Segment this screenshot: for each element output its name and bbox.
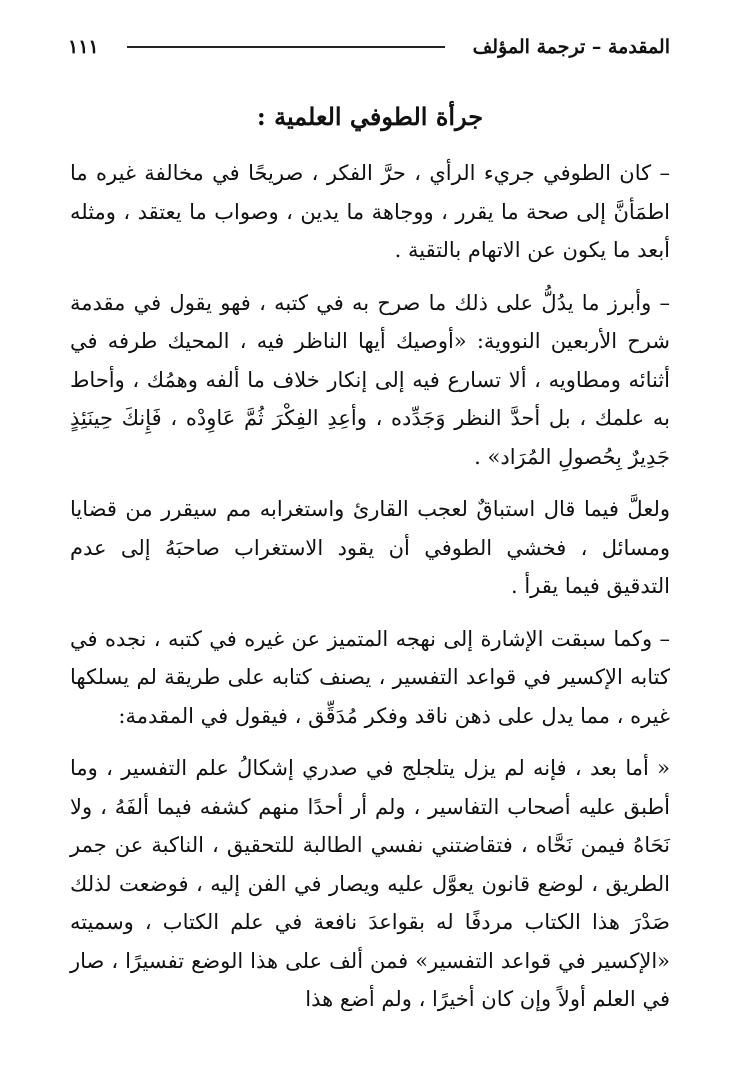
paragraph: – وكما سبقت الإشارة إلى نهجه المتميز عن غيره في كتبه ، نجده في كتابه الإكسير في قواعد التفسير ، يصنف كتابه على طريقة لم يسلكها غيره ، مما يدل على ذهن ناقد وفكر مُدَقِّق ، فيقول في المقدمة:: [70, 626, 670, 728]
section-heading: جرأة الطوفي العلمية :: [256, 102, 484, 131]
header-rule: [127, 46, 445, 48]
page-header: [68, 30, 670, 64]
running-title: المقدمة – ترجمة المؤلف: [472, 36, 670, 58]
paragraph: ولعلَّ فيما قال استباقٌ لعجب القارئ واستغرابه مم سيقرر من قضايا ومسائل ، فخشي الطوفي أن يقود الاستغراب صاحبَهُ إلى عدم التدقيق فيما يقرأ .: [70, 497, 670, 598]
page-number: ١١١: [68, 36, 99, 58]
paragraph: – وأبرز ما يدُلُّ على ذلك ما صرح به في كتبه ، فهو يقول في مقدمة شرح الأربعين النووية: «أوصيك أيها الناظر فيه ، المحيك طرفه في أثنائه ومطاويه ، ألا تسارع فيه إلى إنكار خلاف ما ألفه وهمُك ، وأحاط به علمك ، بل أحدَّ النظر وَجَدِّده ، وأعِدِ الفِكْرَ ثُمَّ عَاوِدْه ، فَإِنكَ حِينَئِذٍ جَدِيرٌ بِحُصولِ المُرَاد» .: [70, 290, 670, 469]
body-text: [70, 154, 670, 1033]
quoted-paragraph: « أما بعد ، فإنه لم يزل يتلجلج في صدري إشكالُ علم التفسير ، وما أطبق عليه أصحاب التفاسير ، ولم أر أحدًا منهم كشفه فيما ألفَهُ ، ولا نَحَاهُ فيمن نَحَّاه ، فتقاضتني نفسي الطالبة للتحقيق ، الناكبة عن جمر الطريق ، لوضع قانون يعوَّل عليه ويصار في الفن إليه ، فوضعت لذلك صَدْرَ هذا الكتاب مردفًا له بقواعدَ نافعة في علم الكتاب ، وسميته «الإكسير في قواعد التفسير» فمن ألف على هذا الوضع تفسيرًا ، صار في العلم أولاً وإن كان أخيرًا ، ولم أضع هذا: [70, 756, 670, 1011]
paragraph: – كان الطوفي جريء الرأي ، حرَّ الفكر ، صريحًا في مخالفة غيره ما اطمَأنَّ إلى صحة ما يقرر ، ووجاهة ما يدين ، وصواب ما يعتقد ، ومثله أبعد ما يكون عن الاتهام بالتقية .: [70, 161, 670, 262]
